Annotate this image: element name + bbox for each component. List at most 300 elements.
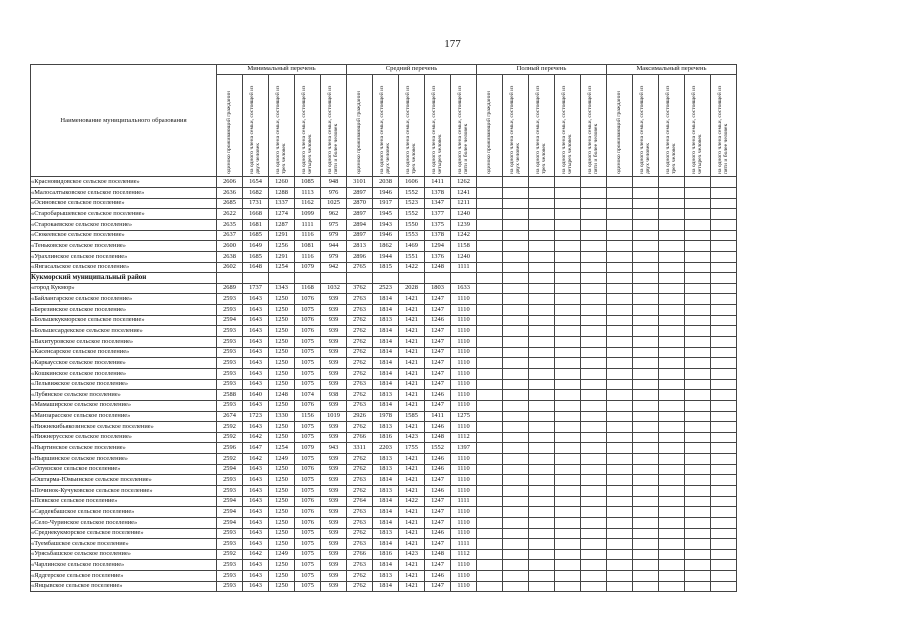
- avg-value-cell: 1553: [399, 230, 425, 241]
- subcolumn-header-full-2: [503, 75, 529, 177]
- empty-cell: [477, 549, 503, 560]
- avg-value-cell: [451, 273, 477, 284]
- empty-cell: [711, 283, 737, 294]
- empty-cell: [503, 432, 529, 443]
- empty-cell: [633, 496, 659, 507]
- empty-cell: [659, 230, 685, 241]
- min-value-cell: 1250: [269, 326, 295, 337]
- avg-value-cell: 1247: [425, 581, 451, 592]
- avg-value-cell: 2897: [347, 188, 373, 199]
- min-value-cell: 1643: [243, 379, 269, 390]
- min-value-cell: 939: [321, 549, 347, 560]
- empty-cell: [685, 347, 711, 358]
- avg-value-cell: 2038: [373, 177, 399, 188]
- avg-value-cell: 3311: [347, 443, 373, 454]
- empty-cell: [685, 432, 711, 443]
- empty-cell: [555, 400, 581, 411]
- empty-cell: [633, 443, 659, 454]
- min-value-cell: 2593: [217, 528, 243, 539]
- min-value-cell: 1076: [295, 464, 321, 475]
- min-value-cell: 1250: [269, 496, 295, 507]
- avg-value-cell: 1411: [425, 177, 451, 188]
- min-value-cell: 939: [321, 379, 347, 390]
- table-row: [31, 379, 737, 390]
- empty-cell: [659, 337, 685, 348]
- subcolumn-header-max-4: [685, 75, 711, 177]
- empty-cell: [685, 571, 711, 582]
- table-row: [31, 305, 737, 316]
- empty-cell: [581, 454, 607, 465]
- min-value-cell: 1250: [269, 432, 295, 443]
- min-value-cell: 2594: [217, 315, 243, 326]
- empty-cell: [711, 379, 737, 390]
- avg-value-cell: 2763: [347, 517, 373, 528]
- min-value-cell: 939: [321, 581, 347, 592]
- empty-cell: [503, 198, 529, 209]
- municipality-name: «Нижнерусское сельское поселение»: [31, 432, 217, 443]
- min-value-cell: 1113: [295, 188, 321, 199]
- min-value-cell: 1250: [269, 539, 295, 550]
- empty-cell: [503, 337, 529, 348]
- min-value-cell: 1648: [243, 262, 269, 273]
- subcolumn-label: одиноко проживающий гражданин: [226, 91, 233, 174]
- empty-cell: [607, 305, 633, 316]
- subcolumn-label: одиноко проживающий гражданин: [356, 91, 363, 174]
- avg-value-cell: 2763: [347, 379, 373, 390]
- empty-cell: [711, 464, 737, 475]
- municipality-name: «Малосалтыковское сельское поселение»: [31, 188, 217, 199]
- table-row: [31, 454, 737, 465]
- empty-cell: [607, 283, 633, 294]
- avg-value-cell: 1421: [399, 390, 425, 401]
- avg-value-cell: 1275: [451, 411, 477, 422]
- empty-cell: [633, 177, 659, 188]
- empty-cell: [477, 539, 503, 550]
- subcolumn-label: на одного члена семьи, состоящей из четырех человек: [561, 85, 574, 174]
- empty-cell: [633, 539, 659, 550]
- min-value-cell: 939: [321, 454, 347, 465]
- min-value-cell: 1250: [269, 464, 295, 475]
- empty-cell: [607, 368, 633, 379]
- empty-cell: [607, 411, 633, 422]
- avg-value-cell: 1945: [373, 209, 399, 220]
- subcolumn-label: на одного члена семьи, состоящей из четырех человек: [301, 85, 314, 174]
- min-value-cell: 1075: [295, 347, 321, 358]
- subcolumn-label: на одного члена семьи, состоящей из четырех человек: [691, 85, 704, 174]
- min-value-cell: 1076: [295, 326, 321, 337]
- avg-value-cell: 2762: [347, 358, 373, 369]
- avg-value-cell: 1585: [399, 411, 425, 422]
- min-value-cell: 1654: [243, 177, 269, 188]
- avg-value-cell: 2894: [347, 219, 373, 230]
- empty-cell: [581, 198, 607, 209]
- empty-cell: [711, 390, 737, 401]
- avg-value-cell: 1110: [451, 379, 477, 390]
- min-value-cell: 1643: [243, 485, 269, 496]
- avg-value-cell: 1814: [373, 368, 399, 379]
- empty-cell: [581, 241, 607, 252]
- empty-cell: [607, 581, 633, 592]
- subcolumn-header-min-4: [295, 75, 321, 177]
- municipality-name: «Псякское сельское поселение»: [31, 496, 217, 507]
- empty-cell: [659, 517, 685, 528]
- min-value-cell: 1643: [243, 475, 269, 486]
- empty-cell: [607, 454, 633, 465]
- avg-value-cell: 2897: [347, 230, 373, 241]
- empty-cell: [607, 251, 633, 262]
- min-value-cell: 1250: [269, 485, 295, 496]
- min-value-cell: [217, 273, 243, 284]
- min-value-cell: 939: [321, 305, 347, 316]
- min-value-cell: 1291: [269, 251, 295, 262]
- name-column-header: Наименование муниципального образования: [31, 65, 217, 177]
- empty-cell: [529, 230, 555, 241]
- avg-value-cell: 1814: [373, 539, 399, 550]
- empty-cell: [477, 475, 503, 486]
- min-value-cell: 1075: [295, 368, 321, 379]
- empty-cell: [555, 485, 581, 496]
- empty-cell: [711, 230, 737, 241]
- avg-value-cell: 1376: [425, 251, 451, 262]
- avg-value-cell: 2763: [347, 539, 373, 550]
- page-number: 177: [444, 38, 461, 50]
- table-row: [31, 528, 737, 539]
- avg-value-cell: 1246: [425, 571, 451, 582]
- avg-value-cell: 1421: [399, 528, 425, 539]
- municipality-name: «город Кукмор»: [31, 283, 217, 294]
- empty-cell: [633, 347, 659, 358]
- empty-cell: [503, 507, 529, 518]
- min-value-cell: 1116: [295, 251, 321, 262]
- min-value-cell: 1643: [243, 507, 269, 518]
- table-body: [31, 177, 737, 592]
- municipality-name: «Кошкинское сельское поселение»: [31, 368, 217, 379]
- min-value-cell: 1685: [243, 251, 269, 262]
- min-value-cell: 939: [321, 507, 347, 518]
- avg-value-cell: 1469: [399, 241, 425, 252]
- empty-cell: [711, 315, 737, 326]
- municipality-name: «Олуязское сельское поселение»: [31, 464, 217, 475]
- municipality-name: «Сардекбашское сельское поселение»: [31, 507, 217, 518]
- avg-value-cell: 1246: [425, 528, 451, 539]
- municipality-name: «Урахлинское сельское поселение»: [31, 251, 217, 262]
- min-value-cell: 1642: [243, 454, 269, 465]
- min-value-cell: 1075: [295, 539, 321, 550]
- municipality-name: «Урясьбашское сельское поселение»: [31, 549, 217, 560]
- empty-cell: [555, 177, 581, 188]
- table-header: [31, 65, 737, 177]
- min-value-cell: 2596: [217, 443, 243, 454]
- avg-value-cell: 1247: [425, 560, 451, 571]
- empty-cell: [685, 273, 711, 284]
- empty-cell: [529, 209, 555, 220]
- empty-cell: [581, 560, 607, 571]
- table-row: [31, 517, 737, 528]
- avg-value-cell: 1552: [399, 209, 425, 220]
- empty-cell: [711, 454, 737, 465]
- min-value-cell: 2593: [217, 400, 243, 411]
- avg-value-cell: 1814: [373, 337, 399, 348]
- empty-cell: [685, 379, 711, 390]
- empty-cell: [659, 273, 685, 284]
- empty-cell: [633, 528, 659, 539]
- empty-cell: [477, 400, 503, 411]
- avg-value-cell: 1813: [373, 464, 399, 475]
- empty-cell: [555, 294, 581, 305]
- empty-cell: [477, 294, 503, 305]
- min-value-cell: 1250: [269, 400, 295, 411]
- empty-cell: [581, 177, 607, 188]
- empty-cell: [633, 230, 659, 241]
- empty-cell: [529, 464, 555, 475]
- min-value-cell: 2594: [217, 464, 243, 475]
- min-value-cell: 2636: [217, 188, 243, 199]
- municipality-name: «Починок-Кучуковское сельское поселение»: [31, 485, 217, 496]
- min-value-cell: 1643: [243, 517, 269, 528]
- min-value-cell: 1685: [243, 230, 269, 241]
- min-value-cell: 2637: [217, 230, 243, 241]
- empty-cell: [711, 496, 737, 507]
- empty-cell: [477, 262, 503, 273]
- empty-cell: [503, 581, 529, 592]
- avg-value-cell: 1247: [425, 337, 451, 348]
- empty-cell: [607, 422, 633, 433]
- empty-cell: [555, 188, 581, 199]
- avg-value-cell: [425, 273, 451, 284]
- empty-cell: [529, 411, 555, 422]
- empty-cell: [711, 539, 737, 550]
- empty-cell: [711, 262, 737, 273]
- empty-cell: [555, 539, 581, 550]
- min-value-cell: 1642: [243, 549, 269, 560]
- min-value-cell: 1019: [321, 411, 347, 422]
- empty-cell: [711, 358, 737, 369]
- min-value-cell: 1168: [295, 283, 321, 294]
- avg-value-cell: 1978: [373, 411, 399, 422]
- empty-cell: [633, 305, 659, 316]
- empty-cell: [659, 219, 685, 230]
- empty-cell: [607, 507, 633, 518]
- avg-value-cell: 1814: [373, 560, 399, 571]
- empty-cell: [711, 517, 737, 528]
- min-value-cell: 2635: [217, 219, 243, 230]
- min-value-cell: 939: [321, 326, 347, 337]
- empty-cell: [607, 379, 633, 390]
- min-value-cell: 2593: [217, 347, 243, 358]
- min-value-cell: 2593: [217, 560, 243, 571]
- empty-cell: [659, 188, 685, 199]
- min-value-cell: 1076: [295, 294, 321, 305]
- empty-cell: [581, 230, 607, 241]
- empty-cell: [477, 581, 503, 592]
- empty-cell: [607, 219, 633, 230]
- avg-value-cell: 1377: [425, 209, 451, 220]
- avg-value-cell: 1813: [373, 571, 399, 582]
- empty-cell: [659, 475, 685, 486]
- empty-cell: [503, 262, 529, 273]
- empty-cell: [555, 390, 581, 401]
- empty-cell: [607, 400, 633, 411]
- empty-cell: [685, 464, 711, 475]
- avg-value-cell: 1422: [399, 496, 425, 507]
- min-value-cell: 1075: [295, 475, 321, 486]
- empty-cell: [503, 283, 529, 294]
- avg-value-cell: 1421: [399, 305, 425, 316]
- subcolumn-label: на одного члена семьи, состоящей из двух человек: [639, 85, 652, 174]
- empty-cell: [503, 411, 529, 422]
- empty-cell: [685, 188, 711, 199]
- empty-cell: [711, 560, 737, 571]
- min-value-cell: 1643: [243, 294, 269, 305]
- avg-value-cell: 1814: [373, 496, 399, 507]
- empty-cell: [711, 581, 737, 592]
- empty-cell: [607, 326, 633, 337]
- empty-cell: [555, 422, 581, 433]
- municipality-name: «Старокаевское сельское поселение»: [31, 219, 217, 230]
- empty-cell: [607, 337, 633, 348]
- empty-cell: [659, 432, 685, 443]
- table-row: [31, 188, 737, 199]
- empty-cell: [581, 219, 607, 230]
- empty-cell: [685, 368, 711, 379]
- min-value-cell: 2593: [217, 305, 243, 316]
- table-row: [31, 198, 737, 209]
- avg-value-cell: 1421: [399, 422, 425, 433]
- table-row: [31, 294, 737, 305]
- min-value-cell: 1025: [321, 198, 347, 209]
- min-value-cell: 1075: [295, 528, 321, 539]
- min-value-cell: 1250: [269, 379, 295, 390]
- empty-cell: [555, 549, 581, 560]
- empty-cell: [633, 432, 659, 443]
- municipality-name: «Осиновское сельское поселение»: [31, 198, 217, 209]
- min-value-cell: 1075: [295, 432, 321, 443]
- empty-cell: [503, 326, 529, 337]
- avg-value-cell: 1421: [399, 400, 425, 411]
- avg-value-cell: 1247: [425, 539, 451, 550]
- avg-value-cell: 1862: [373, 241, 399, 252]
- avg-value-cell: 1110: [451, 337, 477, 348]
- min-value-cell: 1643: [243, 368, 269, 379]
- empty-cell: [659, 411, 685, 422]
- min-value-cell: 2593: [217, 294, 243, 305]
- empty-cell: [477, 177, 503, 188]
- municipality-name: «Чарлинское сельское поселение»: [31, 560, 217, 571]
- empty-cell: [477, 432, 503, 443]
- table-row: [31, 549, 737, 560]
- min-value-cell: 1647: [243, 443, 269, 454]
- empty-cell: [477, 443, 503, 454]
- table-row: [31, 251, 737, 262]
- min-value-cell: 1250: [269, 347, 295, 358]
- empty-cell: [529, 549, 555, 560]
- min-value-cell: 1330: [269, 411, 295, 422]
- empty-cell: [607, 209, 633, 220]
- empty-cell: [503, 294, 529, 305]
- avg-value-cell: 2762: [347, 337, 373, 348]
- avg-value-cell: 1816: [373, 432, 399, 443]
- min-value-cell: 1079: [295, 443, 321, 454]
- empty-cell: [555, 219, 581, 230]
- empty-cell: [477, 571, 503, 582]
- avg-value-cell: 2763: [347, 475, 373, 486]
- avg-value-cell: 1110: [451, 315, 477, 326]
- avg-value-cell: 1247: [425, 294, 451, 305]
- empty-cell: [581, 571, 607, 582]
- empty-cell: [633, 262, 659, 273]
- avg-value-cell: 1633: [451, 283, 477, 294]
- empty-cell: [659, 177, 685, 188]
- avg-value-cell: 1814: [373, 581, 399, 592]
- empty-cell: [503, 464, 529, 475]
- min-value-cell: 939: [321, 539, 347, 550]
- table-row: [31, 283, 737, 294]
- min-value-cell: 1250: [269, 560, 295, 571]
- avg-value-cell: 1246: [425, 390, 451, 401]
- empty-cell: [659, 209, 685, 220]
- subcolumn-label: на одного члена семьи, состоящей из пяти и более человек: [327, 85, 340, 174]
- empty-cell: [633, 198, 659, 209]
- min-value-cell: 975: [321, 219, 347, 230]
- empty-cell: [633, 507, 659, 518]
- avg-value-cell: 1917: [373, 198, 399, 209]
- empty-cell: [685, 177, 711, 188]
- min-value-cell: 1248: [269, 390, 295, 401]
- min-value-cell: 2594: [217, 507, 243, 518]
- min-value-cell: 1250: [269, 368, 295, 379]
- empty-cell: [555, 454, 581, 465]
- avg-value-cell: 2762: [347, 326, 373, 337]
- empty-cell: [477, 188, 503, 199]
- min-value-cell: 1075: [295, 485, 321, 496]
- municipality-name: «Яддгерское сельское поселение»: [31, 571, 217, 582]
- min-value-cell: 1254: [269, 262, 295, 273]
- empty-cell: [685, 315, 711, 326]
- min-value-cell: 979: [321, 230, 347, 241]
- avg-value-cell: 1247: [425, 517, 451, 528]
- empty-cell: [581, 283, 607, 294]
- table-row: [31, 571, 737, 582]
- table-row: [31, 443, 737, 454]
- avg-value-cell: 1247: [425, 507, 451, 518]
- empty-cell: [607, 198, 633, 209]
- empty-cell: [555, 347, 581, 358]
- avg-value-cell: 1814: [373, 517, 399, 528]
- min-value-cell: 2606: [217, 177, 243, 188]
- min-value-cell: 1723: [243, 411, 269, 422]
- table-row: [31, 485, 737, 496]
- min-value-cell: 1250: [269, 315, 295, 326]
- empty-cell: [607, 315, 633, 326]
- empty-cell: [659, 581, 685, 592]
- min-value-cell: 2593: [217, 475, 243, 486]
- empty-cell: [477, 368, 503, 379]
- avg-value-cell: 2766: [347, 549, 373, 560]
- municipality-name: «Янгасальское сельское поселение»: [31, 262, 217, 273]
- min-value-cell: 1643: [243, 305, 269, 316]
- empty-cell: [477, 560, 503, 571]
- avg-value-cell: 1423: [399, 549, 425, 560]
- avg-value-cell: 1421: [399, 539, 425, 550]
- min-value-cell: [269, 273, 295, 284]
- avg-value-cell: 1552: [425, 443, 451, 454]
- empty-cell: [711, 273, 737, 284]
- subcolumn-label: на одного члена семьи, состоящей из пяти и более человек: [457, 85, 470, 174]
- empty-cell: [607, 188, 633, 199]
- empty-cell: [659, 496, 685, 507]
- min-value-cell: 1642: [243, 432, 269, 443]
- empty-cell: [607, 262, 633, 273]
